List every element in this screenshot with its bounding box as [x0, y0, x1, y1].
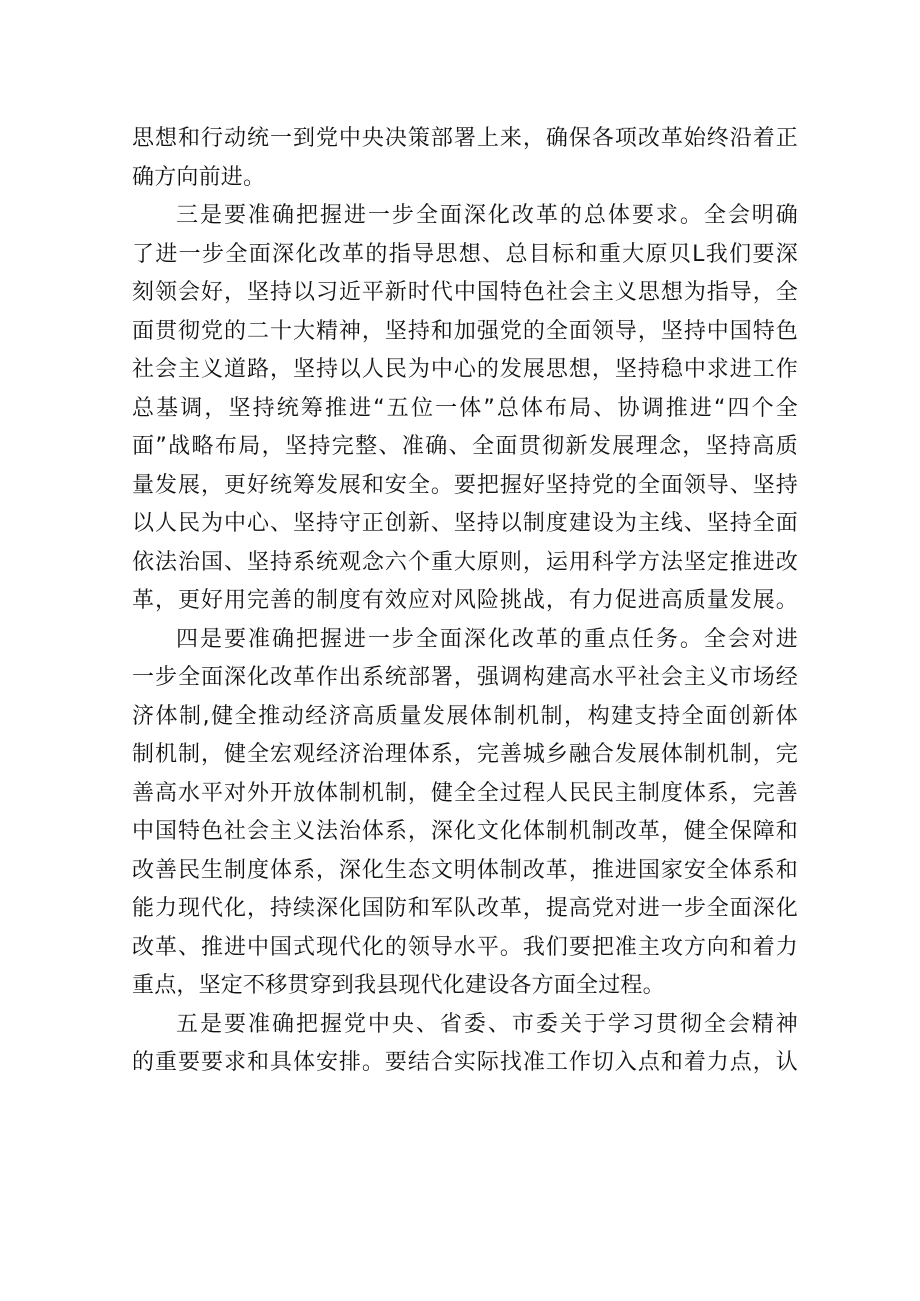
- text-line: 了进一步全面深化改革的指导思想、总目标和重大原贝L我们要深: [132, 241, 798, 267]
- body-text: [132, 120, 798, 1083]
- text-line: 以人民为中心、坚持守正创新、坚持以制度建设为主线、坚持全面: [132, 511, 798, 536]
- text-line: 革，更好用完善的制度有效应对风险挑战，有力促进高质量发展。: [132, 588, 798, 613]
- paragraph-first-line: 三是要准确把握进一步全面深化改革的总体要求。全会明确: [176, 203, 798, 228]
- text-line: 社会主义道路，坚持以人民为中心的发展思想，坚持稳中求进工作: [132, 357, 798, 382]
- text-line: 改善民生制度体系，深化生态文明体制改革，推进国家安全体系和: [132, 857, 798, 883]
- text-line: 一步全面深化改革作出系统部署，强调构建高水平社会主义市场经: [132, 665, 798, 690]
- text-line: 依法治国、坚持系统观念六个重大原则，运用科学方法坚定推进改: [132, 549, 798, 575]
- text-line: 济体制,健全推动经济高质量发展体制机制，构建支持全面创新体: [132, 703, 798, 729]
- text-line: 思想和行动统一到党中央决策部署上来，确保各项改革始终沿着正: [132, 126, 798, 151]
- text-line: 面贯彻党的二十大精神，坚持和加强党的全面领导，坚持中国特色: [132, 318, 798, 344]
- text-line: 量发展，更好统筹发展和安全。要把握好坚持党的全面领导、坚持: [132, 472, 798, 498]
- text-line: 刻领会好，坚持以习近平新时代中国特色社会主义思想为指导，全: [132, 280, 798, 305]
- text-line: 确方向前进。: [132, 164, 266, 190]
- text-line: 善高水平对外开放体制机制，健全全过程人民民主制度体系，完善: [132, 780, 798, 806]
- paragraph-first-line: 五是要准确把握党中央、省委、市委关于学习贯彻全会精神: [176, 1011, 798, 1037]
- text-line: 的重要要求和具体安排。要结合实际找准工作切入点和着力点，认: [132, 1050, 798, 1075]
- text-line: 面”战略布局，坚持完整、准确、全面贯彻新发展理念，坚持高质: [132, 434, 798, 459]
- text-line: 能力现代化，持续深化国防和军队改革，提高党对进一步全面深化: [132, 896, 798, 921]
- text-line: 制机制，健全宏观经济治理体系，完善城乡融合发展体制机制，完: [132, 742, 798, 767]
- text-line: 重点，坚定不移贯穿到我县现代化建设各方面全过程。: [132, 973, 665, 998]
- text-line: 改革、推进中国式现代化的领导水平。我们要把准主攻方向和着力: [132, 934, 798, 960]
- text-line: 中国特色社会主义法治体系，深化文化体制机制改革，健全保障和: [132, 819, 798, 844]
- text-line: 总基调，坚持统筹推进“五位一体”总体布局、协调推进“四个全: [132, 395, 798, 421]
- paragraph-first-line: 四是要准确把握进一步全面深化改革的重点任务。全会对进: [176, 626, 798, 652]
